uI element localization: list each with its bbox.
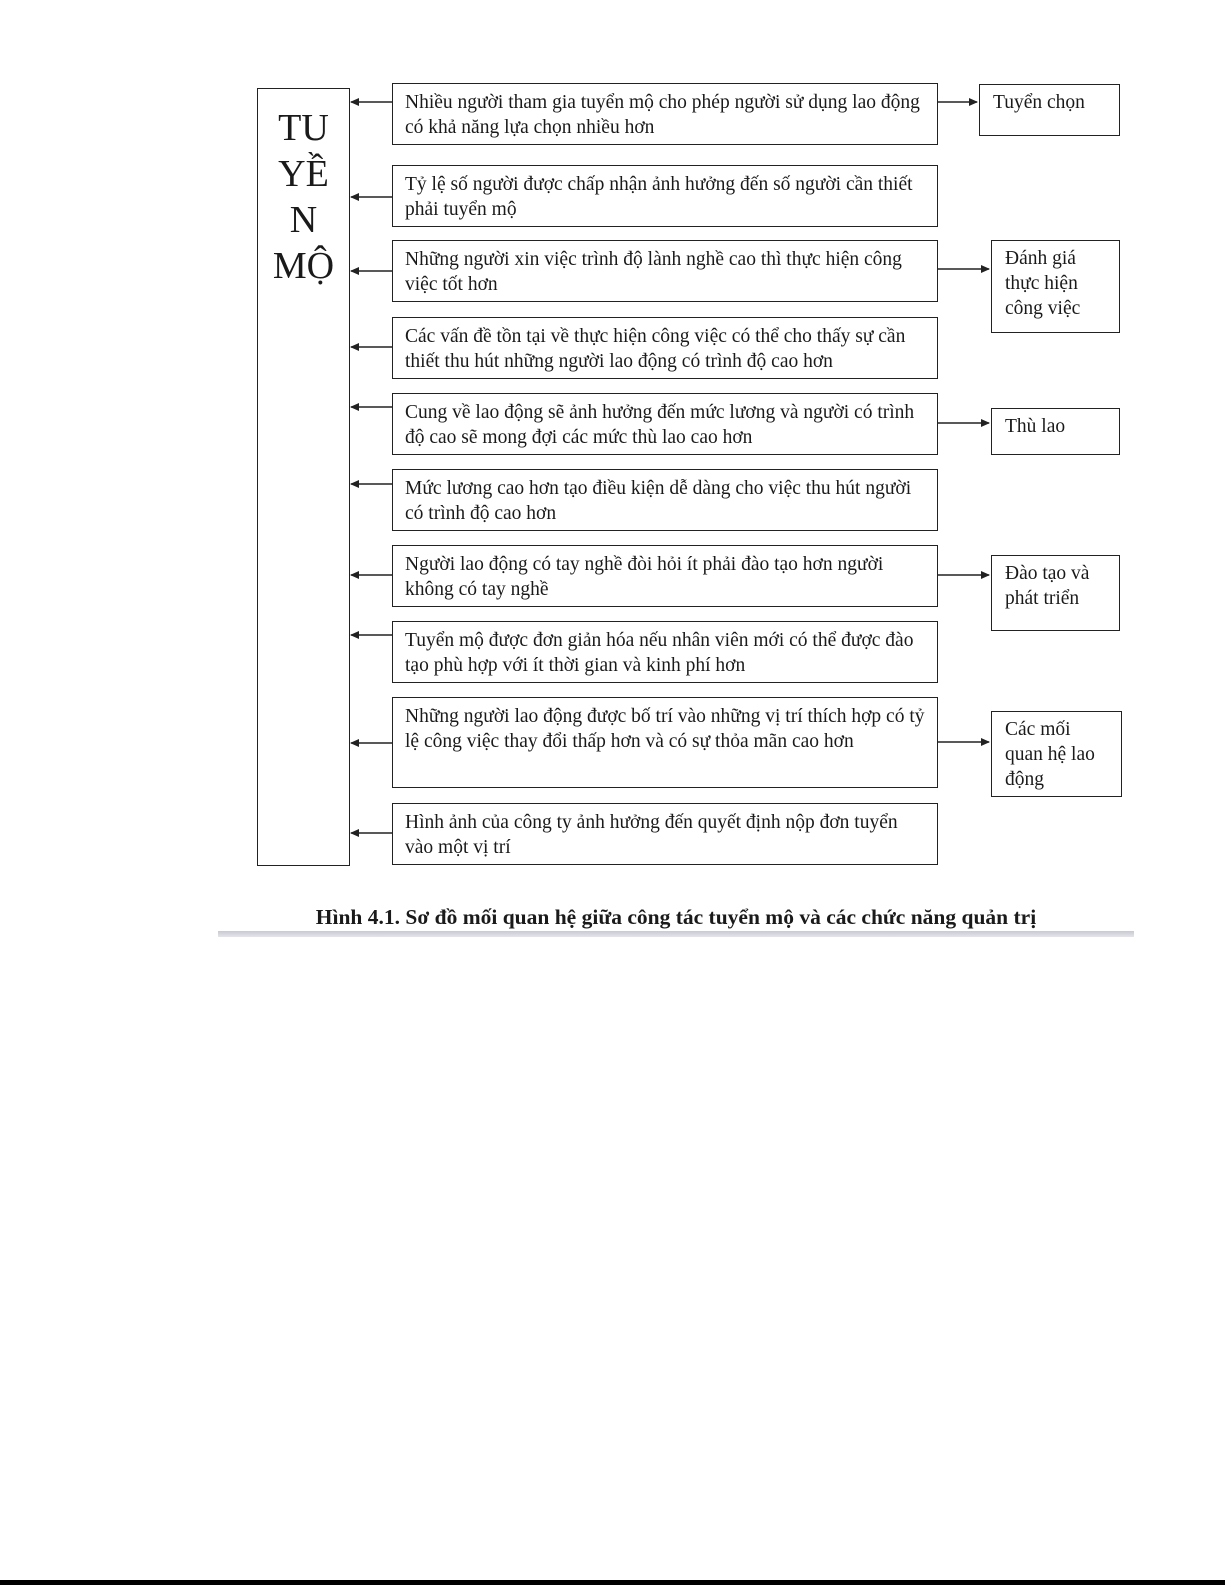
center-title bbox=[258, 105, 349, 289]
statement-box-9: Những người lao động được bố trí vào những vị trí thích hợp có tỷ lệ công việc thay đổi thấp hơn và có sự thỏa mãn cao hơn bbox=[392, 697, 938, 788]
function-box-dao-tao-va-phat-trien: Đào tạo và phát triển bbox=[991, 555, 1120, 631]
center-title-line: N bbox=[289, 199, 318, 241]
function-box-cac-moi-quan-he-lao-dong: Các mối quan hệ lao động bbox=[991, 711, 1122, 797]
center-title-line: TU bbox=[278, 107, 329, 149]
statement-box-8: Tuyển mộ được đơn giản hóa nếu nhân viên mới có thể được đào tạo phù hợp với ít thời gian và kinh phí hơn bbox=[392, 621, 938, 683]
page-bottom-border bbox=[0, 1580, 1225, 1585]
statement-box-7: Người lao động có tay nghề đòi hỏi ít phải đào tạo hơn người không có tay nghề bbox=[392, 545, 938, 607]
statement-box-5: Cung về lao động sẽ ảnh hưởng đến mức lương và người có trình độ cao sẽ mong đợi các mức thù lao cao hơn bbox=[392, 393, 938, 455]
statement-box-2: Tỷ lệ số người được chấp nhận ảnh hưởng đến số người cần thiết phải tuyển mộ bbox=[392, 165, 938, 227]
statement-box-10: Hình ảnh của công ty ảnh hưởng đến quyết định nộp đơn tuyển vào một vị trí bbox=[392, 803, 938, 865]
caption-underline bbox=[218, 931, 1134, 937]
center-title-line: MỘ bbox=[272, 245, 335, 287]
function-box-danh-gia-thuc-hien-cong-viec: Đánh giá thực hiện công việc bbox=[991, 240, 1120, 333]
statement-box-4: Các vấn đề tồn tại về thực hiện công việc có thể cho thấy sự cần thiết thu hút những người lao động có trình độ cao hơn bbox=[392, 317, 938, 379]
function-box-thu-lao: Thù lao bbox=[991, 408, 1120, 455]
tuyen-mo-center-box bbox=[257, 88, 350, 866]
statement-box-1: Nhiều người tham gia tuyển mộ cho phép người sử dụng lao động có khả năng lựa chọn nhiều hơn bbox=[392, 83, 938, 145]
statement-box-6: Mức lương cao hơn tạo điều kiện dễ dàng cho việc thu hút người có trình độ cao hơn bbox=[392, 469, 938, 531]
center-title-line: YỀ bbox=[278, 153, 329, 195]
statement-box-3: Những người xin việc trình độ lành nghề cao thì thực hiện công việc tốt hơn bbox=[392, 240, 938, 302]
figure-caption: Hình 4.1. Sơ đồ mối quan hệ giữa công tác tuyển mộ và các chức năng quản trị bbox=[315, 905, 1037, 929]
function-box-tuyen-chon: Tuyển chọn bbox=[979, 84, 1120, 136]
